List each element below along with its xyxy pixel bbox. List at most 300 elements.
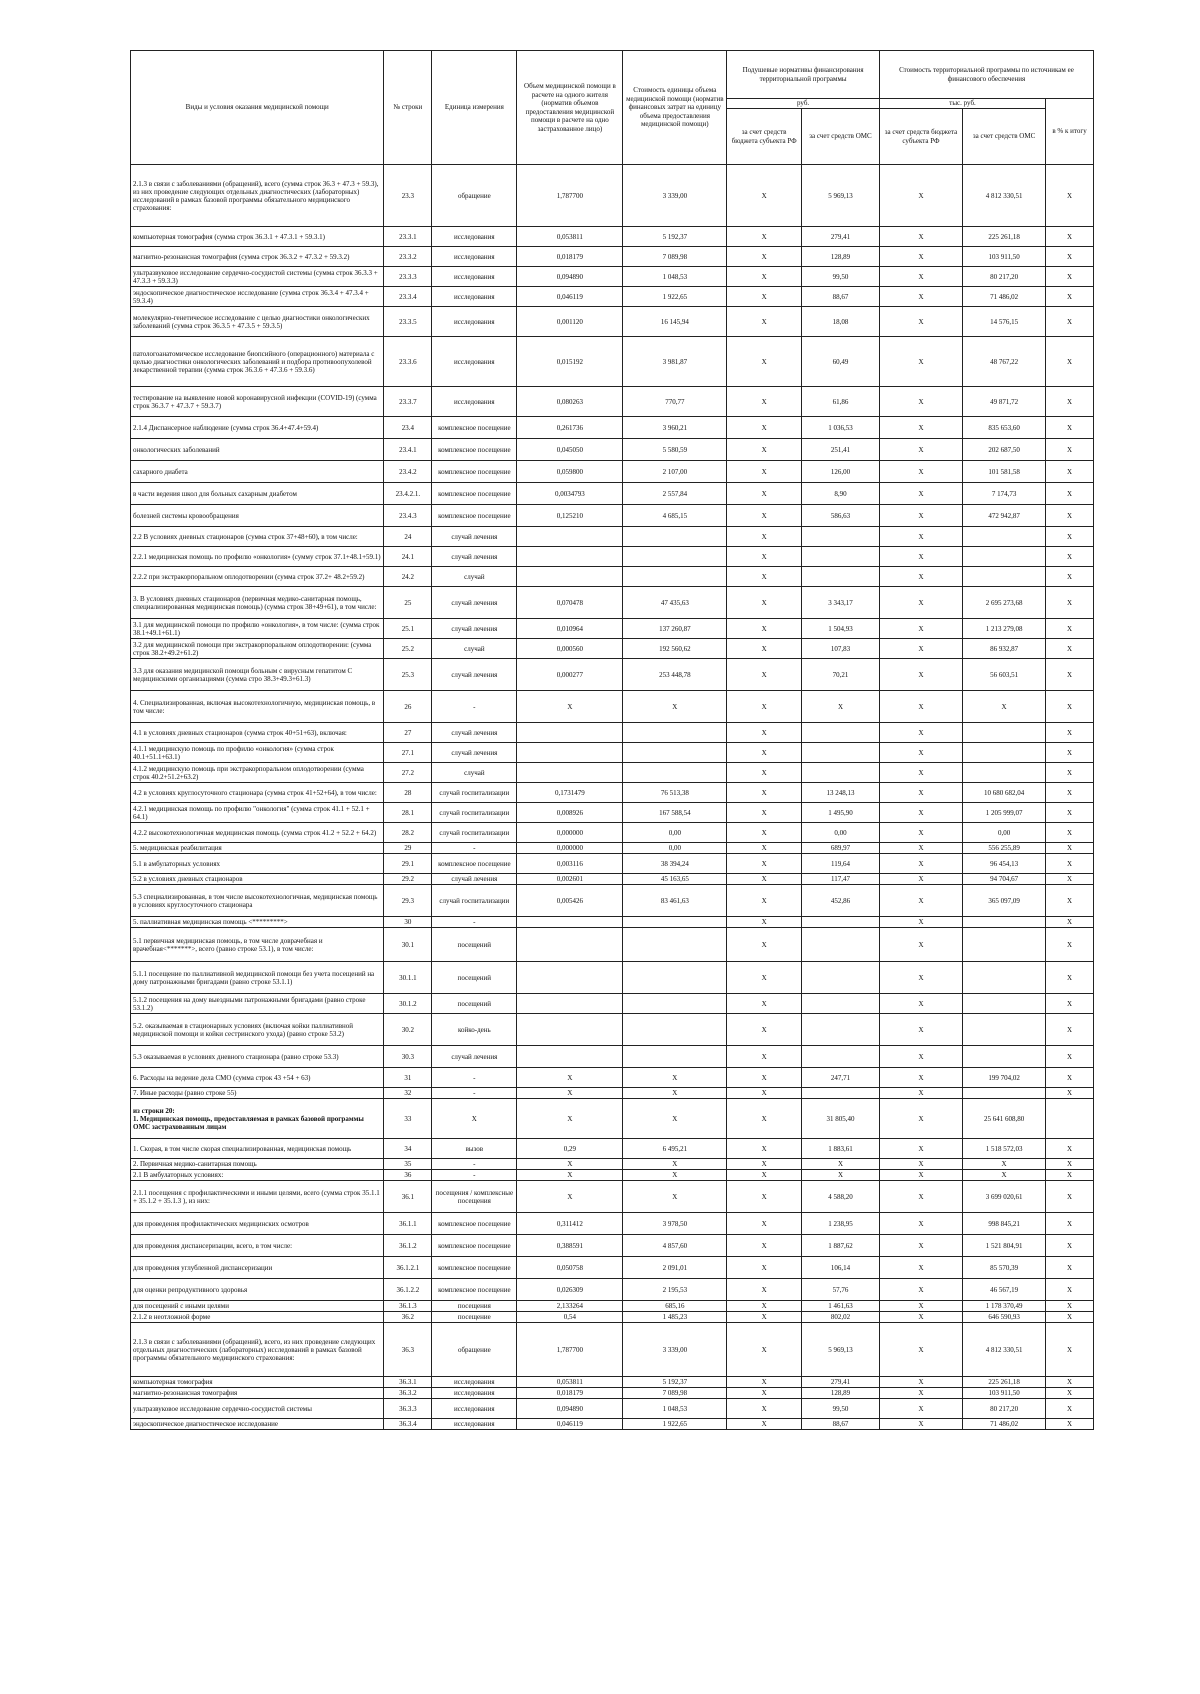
row-norm-budget: Х [727,723,802,743]
row-number: 23.3.2 [384,247,432,267]
row-norm-budget: Х [727,587,802,619]
row-name: для оценки репродуктивного здоровья [131,1279,384,1301]
row-unit: комплексное посещение [432,854,517,874]
row-number: 36.3 [384,1323,432,1377]
row-volume: 0,008926 [517,803,623,823]
row-volume [517,917,623,928]
row-number: 23.3.3 [384,267,432,287]
row-cost-oms [963,962,1046,994]
table-row [131,639,1094,659]
table-row [131,1139,1094,1159]
row-cost-oms: 103 911,50 [963,1388,1046,1399]
row-name: 4.2 в условиях круглосуточного стационара (сумма строк 41+52+64), в том числе: [131,783,384,803]
row-number: 30.1.2 [384,994,432,1014]
header-row-number: № строки [384,51,432,165]
row-volume: 0,261736 [517,417,623,439]
row-volume: 0,000000 [517,843,623,854]
row-number: 29.3 [384,885,432,917]
header-unit-rub: руб. [727,99,880,109]
row-unit-cost: 770,77 [623,387,727,417]
row-percent: Х [1046,619,1094,639]
row-cost-oms: 365 097,09 [963,885,1046,917]
row-unit-cost: 3 339,00 [623,165,727,227]
row-volume: Х [517,1170,623,1181]
row-unit: комплексное посещение [432,1279,517,1301]
row-unit: посещения / комплексные посещения [432,1181,517,1213]
row-cost-budget: Х [879,1388,962,1399]
row-unit: комплексное посещение [432,439,517,461]
row-number: 36.1.1 [384,1213,432,1235]
table-row [131,723,1094,743]
row-number: 27.2 [384,763,432,783]
row-name: 4.2.2 высокотехнологичная медицинская помощь (сумма строк 41.2 + 52.2 + 64.2) [131,823,384,843]
row-volume: 0,080263 [517,387,623,417]
row-name: 5.1.1 посещение по паллиативной медицинской помощи без учета посещений на дому патронажными бригадами (равно строке 53.1.1) [131,962,384,994]
row-unit: исследования [432,287,517,307]
row-percent: Х [1046,267,1094,287]
row-volume: 1,787700 [517,165,623,227]
table-row [131,439,1094,461]
row-cost-budget: Х [879,1170,962,1181]
row-cost-oms: 646 590,93 [963,1312,1046,1323]
row-unit-cost [623,527,727,547]
row-name: патологоанатомическое исследование биопсийного (операционного) материала с целью диагностики онкологических заболеваний и подбора противоопухолевой лекарственной терапии (сумма строк 36.3.6 + 47.3.6 + 59.3.6) [131,337,384,387]
row-norm-oms: 5 969,13 [802,165,880,227]
row-unit-cost: Х [623,1159,727,1170]
row-norm-budget: Х [727,783,802,803]
row-norm-budget: Х [727,763,802,783]
row-cost-oms: 4 812 330,51 [963,165,1046,227]
row-number: 23.4.1 [384,439,432,461]
row-unit: посещений [432,994,517,1014]
row-cost-oms: 48 767,22 [963,337,1046,387]
row-cost-oms: 1 205 999,07 [963,803,1046,823]
row-percent: Х [1046,723,1094,743]
row-norm-oms: 31 805,40 [802,1099,880,1139]
row-unit: комплексное посещение [432,483,517,505]
row-norm-budget: Х [727,1213,802,1235]
row-cost-budget: Х [879,874,962,885]
row-volume [517,1046,623,1068]
row-norm-oms: 126,00 [802,461,880,483]
row-number: 29.2 [384,874,432,885]
row-unit-cost: 2 091,01 [623,1257,727,1279]
row-unit-cost: 0,00 [623,843,727,854]
row-cost-oms: 7 174,73 [963,483,1046,505]
row-cost-budget: Х [879,165,962,227]
row-cost-budget: Х [879,1159,962,1170]
table-row [131,743,1094,763]
table-row [131,1388,1094,1399]
row-norm-oms [802,962,880,994]
row-name: 5.3 специализированная, в том числе высокотехнологичная, медицинская помощь в условиях круглосуточного стационара [131,885,384,917]
row-norm-budget: Х [727,1419,802,1430]
row-percent: Х [1046,227,1094,247]
row-name: 2.1.2 в неотложной форме [131,1312,384,1323]
row-volume [517,928,623,962]
row-name: эндоскопическое диагностическое исследование (сумма строк 36.3.4 + 47.3.4 + 59.3.4) [131,287,384,307]
row-cost-oms: 998 845,21 [963,1213,1046,1235]
row-number: 36.1.2 [384,1235,432,1257]
row-cost-oms: 0,00 [963,823,1046,843]
row-unit-cost [623,743,727,763]
row-cost-budget: Х [879,1323,962,1377]
row-norm-budget: Х [727,917,802,928]
table-row [131,567,1094,587]
row-unit: исследования [432,267,517,287]
row-name: тестирование на выявление новой коронавирусной инфекции (COVID-19) (сумма строк 36.3.7 + 47.3.7 + 59.3.7) [131,387,384,417]
row-cost-oms: Х [963,1170,1046,1181]
row-percent: Х [1046,691,1094,723]
row-number: 26 [384,691,432,723]
row-unit: случай [432,639,517,659]
row-unit-cost: 253 448,78 [623,659,727,691]
row-cost-oms [963,763,1046,783]
row-norm-oms: 1 238,95 [802,1213,880,1235]
row-number: 30.1.1 [384,962,432,994]
row-percent: Х [1046,247,1094,267]
row-norm-budget: Х [727,994,802,1014]
row-percent: Х [1046,587,1094,619]
row-unit: исследования [432,337,517,387]
row-unit: - [432,1068,517,1088]
row-name: сахарного диабета [131,461,384,483]
table-row [131,659,1094,691]
row-percent: Х [1046,843,1094,854]
row-cost-budget: Х [879,854,962,874]
row-number: 23.4.2.1. [384,483,432,505]
row-percent: Х [1046,854,1094,874]
row-unit-cost: 4 857,60 [623,1235,727,1257]
row-cost-oms: 94 704,67 [963,874,1046,885]
row-norm-oms: 99,50 [802,267,880,287]
row-number: 29.1 [384,854,432,874]
row-number: 36.3.4 [384,1419,432,1430]
row-volume: 0,018179 [517,247,623,267]
row-unit: - [432,917,517,928]
table-row [131,962,1094,994]
row-norm-oms: 689,97 [802,843,880,854]
row-norm-budget: Х [727,1170,802,1181]
row-norm-budget: Х [727,1181,802,1213]
row-cost-budget: Х [879,1312,962,1323]
row-cost-oms [963,928,1046,962]
row-volume [517,527,623,547]
table-row [131,994,1094,1014]
row-cost-oms: 1 178 370,49 [963,1301,1046,1312]
row-norm-budget: Х [727,928,802,962]
table-row [131,1377,1094,1388]
row-name: для проведения профилактических медицинских осмотров [131,1213,384,1235]
row-cost-oms: 4 812 330,51 [963,1323,1046,1377]
row-percent: Х [1046,287,1094,307]
row-unit-cost: 192 560,62 [623,639,727,659]
row-number: 36.1.2.1 [384,1257,432,1279]
header-cost-budget: за счет средств бюджета субъекта РФ [879,109,962,165]
row-name: 5.1.2 посещения на дому выездными патронажными бригадами (равно строке 53.1.2) [131,994,384,1014]
row-name: для проведения диспансеризации, всего, в том числе: [131,1235,384,1257]
row-cost-oms [963,567,1046,587]
row-volume [517,1014,623,1046]
row-cost-oms: 86 932,87 [963,639,1046,659]
row-cost-budget: Х [879,1088,962,1099]
row-volume: 2,133264 [517,1301,623,1312]
row-cost-oms: 25 641 608,80 [963,1099,1046,1139]
row-norm-budget: Х [727,1014,802,1046]
row-name: магнитно-резонансная томография [131,1388,384,1399]
row-norm-budget: Х [727,387,802,417]
row-unit: случай лечения [432,874,517,885]
row-cost-budget: Х [879,227,962,247]
row-percent: Х [1046,928,1094,962]
row-norm-budget: Х [727,567,802,587]
row-norm-oms: Х [802,1170,880,1181]
row-unit: - [432,691,517,723]
row-cost-budget: Х [879,1046,962,1068]
row-percent: Х [1046,743,1094,763]
row-norm-oms: 247,71 [802,1068,880,1088]
row-number: 28.2 [384,823,432,843]
row-norm-budget: Х [727,743,802,763]
row-norm-budget: Х [727,854,802,874]
row-unit: случай лечения [432,659,517,691]
row-norm-budget: Х [727,803,802,823]
row-unit-cost: 45 163,65 [623,874,727,885]
row-cost-oms [963,1046,1046,1068]
row-unit: посещения [432,1301,517,1312]
row-number: 23.4.3 [384,505,432,527]
row-unit: комплексное посещение [432,505,517,527]
row-number: 36.3.2 [384,1388,432,1399]
row-cost-oms: 556 255,89 [963,843,1046,854]
row-number: 25 [384,587,432,619]
header-norm-budget: за счет средств бюджета субъекта РФ [727,109,802,165]
table-row [131,928,1094,962]
row-percent: Х [1046,461,1094,483]
table-row [131,417,1094,439]
row-norm-oms [802,547,880,567]
row-cost-oms: 56 603,51 [963,659,1046,691]
row-cost-budget: Х [879,461,962,483]
row-norm-oms: 1 883,61 [802,1139,880,1159]
row-percent: Х [1046,1235,1094,1257]
row-volume: 0,000560 [517,639,623,659]
row-unit: случай лечения [432,527,517,547]
row-number: 25.1 [384,619,432,639]
row-name: 5.3 оказываемая в условиях дневного стационара (равно строке 53.3) [131,1046,384,1068]
table-row [131,1170,1094,1181]
row-number: 25.2 [384,639,432,659]
row-norm-oms [802,1046,880,1068]
row-norm-budget: Х [727,227,802,247]
row-cost-budget: Х [879,1139,962,1159]
row-number: 24 [384,527,432,547]
row-name: для проведения углубленной диспансеризации [131,1257,384,1279]
row-unit-cost: 7 089,98 [623,247,727,267]
row-unit: исследования [432,1419,517,1430]
row-unit-cost: 2 557,84 [623,483,727,505]
table-row [131,843,1094,854]
table-row [131,885,1094,917]
row-norm-budget: Х [727,843,802,854]
row-volume: 0,125210 [517,505,623,527]
row-norm-oms [802,928,880,962]
table-row [131,165,1094,227]
row-percent: Х [1046,639,1094,659]
row-volume: 0,015192 [517,337,623,387]
row-number: 23.3 [384,165,432,227]
row-cost-oms: 202 687,50 [963,439,1046,461]
row-cost-oms: 199 704,02 [963,1068,1046,1088]
row-unit: случай госпитализации [432,803,517,823]
row-unit: - [432,843,517,854]
row-norm-oms [802,527,880,547]
row-norm-budget: Х [727,417,802,439]
row-norm-oms: 99,50 [802,1399,880,1419]
header-per-capita-norms: Подушевые нормативы финансирования территориальной программы [727,51,880,99]
row-norm-budget: Х [727,1399,802,1419]
row-volume: 1,787700 [517,1323,623,1377]
row-unit: - [432,1088,517,1099]
header-volume: Объем медицинской помощи в расчете на одного жителя (норматив объемов предоставления медицинской помощи в расчете на одно застрахованное лицо) [517,51,623,165]
row-percent: Х [1046,337,1094,387]
row-cost-budget: Х [879,885,962,917]
table-row [131,1257,1094,1279]
row-cost-budget: Х [879,247,962,267]
row-norm-oms: 0,00 [802,823,880,843]
row-name: 2.1.1 посещения с профилактическими и иными целями, всего (сумма строк 35.1.1 + 35.1.2 + 35.1.3 ), из них: [131,1181,384,1213]
header-name: Виды и условия оказания медицинской помощи [131,51,384,165]
row-unit: случай [432,567,517,587]
row-cost-oms: 1 518 572,03 [963,1139,1046,1159]
row-cost-oms [963,1014,1046,1046]
row-name: 2.2.1 медицинская помощь по профилю «онкология» (сумму строк 37.1+48.1+59.1) [131,547,384,567]
row-unit: - [432,1159,517,1170]
row-norm-oms: 1 036,53 [802,417,880,439]
row-percent: Х [1046,1170,1094,1181]
row-volume [517,567,623,587]
row-volume: 0,094890 [517,1399,623,1419]
row-percent: Х [1046,1399,1094,1419]
row-cost-budget: Х [879,337,962,387]
row-percent: Х [1046,417,1094,439]
row-norm-budget: Х [727,885,802,917]
row-cost-budget: Х [879,659,962,691]
row-norm-oms [802,743,880,763]
row-name: 2.1.3 в связи с заболеваниями (обращений), всего (сумма строк 36.3 + 47.3 + 59.3), из них проведение следующих отдельных диагностических (лабораторных) исследований в рамках базовой программы обязательного медицинского страхования: [131,165,384,227]
row-norm-oms: 251,41 [802,439,880,461]
row-volume: 0,050758 [517,1257,623,1279]
row-unit-cost [623,917,727,928]
row-percent: Х [1046,1279,1094,1301]
row-number: 36.3.1 [384,1377,432,1388]
row-cost-oms [963,547,1046,567]
row-volume [517,962,623,994]
row-percent: Х [1046,1181,1094,1213]
row-cost-budget: Х [879,843,962,854]
row-name: 4. Специализированная, включая высокотехнологичную, медицинская помощь, в том числе: [131,691,384,723]
row-norm-budget: Х [727,461,802,483]
row-volume [517,743,623,763]
row-name: компьютерная томография [131,1377,384,1388]
row-name: компьютерная томография (сумма строк 36.3.1 + 47.3.1 + 59.3.1) [131,227,384,247]
table-row [131,387,1094,417]
header-norm-oms: за счет средств ОМС [802,109,880,165]
row-volume: Х [517,1068,623,1088]
row-cost-budget: Х [879,587,962,619]
row-name: 7. Иные расходы (равно строке 55) [131,1088,384,1099]
row-volume [517,547,623,567]
row-percent: Х [1046,1388,1094,1399]
row-unit-cost: 3 960,21 [623,417,727,439]
row-name: магнитно-резонансная томография (сумма строк 36.3.2 + 47.3.2 + 59.3.2) [131,247,384,267]
row-unit-cost: 7 089,98 [623,1388,727,1399]
row-number: 23.3.4 [384,287,432,307]
table-body [131,165,1094,1430]
row-volume: 0,000277 [517,659,623,691]
row-norm-budget: Х [727,527,802,547]
row-volume: 0,54 [517,1312,623,1323]
row-percent: Х [1046,165,1094,227]
row-number: 36.1.3 [384,1301,432,1312]
row-name: онкологических заболеваний [131,439,384,461]
row-cost-oms [963,1088,1046,1099]
row-cost-oms: 85 570,39 [963,1257,1046,1279]
row-percent: Х [1046,803,1094,823]
row-number: 23.4.2 [384,461,432,483]
row-cost-budget: Х [879,1301,962,1312]
header-unit-trub: тыс. руб. [879,99,1045,109]
row-name: 4.1 в условиях дневных стационаров (сумма строк 40+51+63), включая: [131,723,384,743]
row-number: 28.1 [384,803,432,823]
row-name: для посещений с иными целями [131,1301,384,1312]
row-norm-oms: 128,89 [802,247,880,267]
row-norm-oms: 1 495,90 [802,803,880,823]
row-unit: койко-день [432,1014,517,1046]
row-cost-oms: 10 680 682,04 [963,783,1046,803]
row-cost-budget: Х [879,639,962,659]
row-cost-budget: Х [879,1181,962,1213]
row-percent: Х [1046,1377,1094,1388]
row-unit: исследования [432,1399,517,1419]
row-norm-oms [802,1088,880,1099]
row-cost-budget: Х [879,307,962,337]
row-unit-cost: 3 978,50 [623,1213,727,1235]
row-unit: исследования [432,307,517,337]
row-norm-oms: 13 248,13 [802,783,880,803]
row-unit: случай лечения [432,1046,517,1068]
row-unit-cost: 137 260,87 [623,619,727,639]
row-number: 23.4 [384,417,432,439]
row-number: 23.3.7 [384,387,432,417]
table-row [131,1235,1094,1257]
row-cost-oms: 1 521 804,91 [963,1235,1046,1257]
row-volume: Х [517,1099,623,1139]
row-unit: посещение [432,1312,517,1323]
row-norm-oms: 1 461,63 [802,1301,880,1312]
row-unit: комплексное посещение [432,1213,517,1235]
row-unit: случай лечения [432,743,517,763]
row-unit: исследования [432,1388,517,1399]
row-name: 5. паллиативная медицинская помощь <*********> [131,917,384,928]
row-volume: 0,001120 [517,307,623,337]
row-unit-cost [623,962,727,994]
row-percent: Х [1046,783,1094,803]
row-cost-oms: 225 261,18 [963,227,1046,247]
row-unit-cost: 47 435,63 [623,587,727,619]
row-unit: комплексное посещение [432,1257,517,1279]
row-norm-oms: 5 969,13 [802,1323,880,1377]
